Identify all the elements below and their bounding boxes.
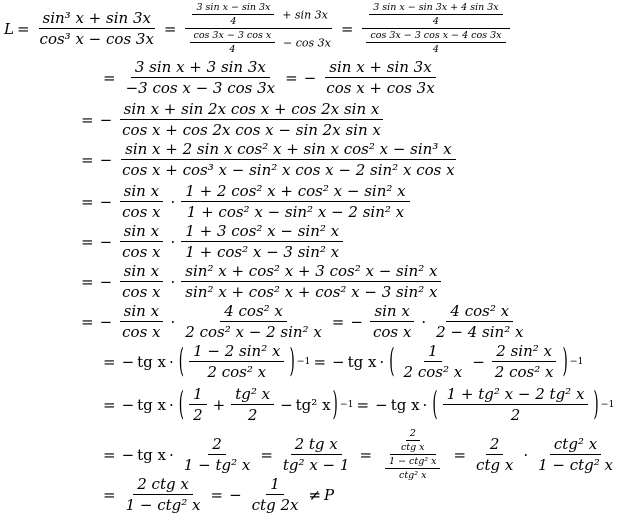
fraction-in-paren bbox=[189, 342, 284, 381]
inner-denominator: 4 bbox=[230, 16, 237, 27]
denominator: 2 cos² x bbox=[403, 363, 463, 381]
fraction-one-half bbox=[189, 385, 207, 424]
numerator: 4 cos² x bbox=[220, 302, 287, 322]
denominator: 2 bbox=[193, 406, 203, 424]
dot-operator: · bbox=[169, 395, 174, 414]
equals-sign: = bbox=[103, 395, 116, 414]
denominator: cos x bbox=[122, 243, 161, 261]
fraction-main bbox=[181, 222, 343, 261]
numerator: ctg² x bbox=[550, 435, 601, 455]
equals-sign-2: = bbox=[285, 68, 298, 87]
plus-sign: + bbox=[212, 395, 226, 414]
exponent: −1 bbox=[339, 399, 354, 410]
inner-fraction-num bbox=[192, 2, 274, 27]
numerator: sin x + sin 2x cos x + cos 2x sin x bbox=[120, 100, 384, 120]
equals-sign-2: = bbox=[331, 312, 345, 331]
tangent-term-2: tg x bbox=[390, 395, 420, 414]
minus-sign: − bbox=[121, 352, 135, 371]
inner-numerator: 3 sin x − sin 3x bbox=[192, 2, 274, 15]
fraction-a bbox=[400, 342, 467, 381]
numerator: 2 bbox=[208, 435, 226, 455]
fraction-big bbox=[443, 385, 589, 424]
fraction-main bbox=[181, 302, 326, 341]
inner-numerator: 1 − ctg² x bbox=[385, 456, 440, 469]
equation-line-10 bbox=[100, 385, 640, 424]
right-paren: ) bbox=[289, 342, 295, 381]
fraction-ctg2-over-1-minus-ctg2 bbox=[534, 435, 617, 474]
numerator: 1 − 2 sin² x bbox=[189, 342, 284, 362]
equals-sign: = bbox=[81, 150, 94, 169]
tangent-term-2: tg x bbox=[347, 352, 377, 371]
denominator: 1 − ctg² x bbox=[538, 456, 614, 474]
variable-L: L bbox=[4, 19, 14, 38]
numerator: 1 + 2 cos² x + cos² x − sin² x bbox=[181, 182, 409, 202]
fraction bbox=[118, 140, 458, 179]
numerator: tg² x bbox=[231, 385, 274, 405]
equals-sign: = bbox=[81, 312, 94, 331]
minus-sign: − bbox=[99, 232, 113, 251]
equals-sign-2: = bbox=[163, 19, 177, 38]
inner-fraction-den bbox=[190, 30, 276, 55]
exponent: −1 bbox=[296, 356, 311, 367]
inner-denominator: ctg x bbox=[400, 442, 425, 453]
numerator: 4 cos² x bbox=[446, 302, 513, 322]
fraction-2-over-ctg bbox=[472, 435, 517, 474]
numerator: 1 bbox=[424, 342, 442, 362]
numerator: 2 tg x bbox=[291, 435, 342, 455]
minus-sign: − bbox=[121, 445, 135, 464]
numerator: 3 sin x + 3 sin 3x bbox=[131, 58, 270, 78]
inner-denominator: 4 bbox=[432, 44, 439, 55]
numerator-tail: + sin 3x bbox=[282, 8, 328, 22]
tangent-term: tg x bbox=[137, 395, 167, 414]
equation-line-8 bbox=[78, 302, 640, 341]
inner-fraction-num bbox=[397, 428, 429, 453]
inner-numerator: cos 3x − 3 cos x − 4 cos 3x bbox=[366, 30, 505, 43]
numerator: sin x + sin 3x bbox=[325, 58, 435, 78]
nested-fraction-2 bbox=[359, 2, 512, 55]
denominator: 1 − ctg² x bbox=[125, 496, 201, 514]
numerator bbox=[390, 428, 436, 455]
numerator: sin x bbox=[120, 302, 163, 322]
numerator: sin x bbox=[370, 302, 413, 322]
numerator: 1 + tg² x − 2 tg² x bbox=[443, 385, 589, 405]
numerator: 2 bbox=[486, 435, 504, 455]
fraction-2ctg-over-1-minus-ctg2 bbox=[122, 475, 205, 514]
numerator: 1 + 3 cos² x − sin² x bbox=[181, 222, 343, 242]
not-equal-sign: ≠ bbox=[308, 485, 322, 504]
dot-operator: · bbox=[170, 232, 176, 251]
fraction-main bbox=[181, 262, 441, 301]
minus-sign: − bbox=[99, 192, 113, 211]
denominator: 2 cos² x bbox=[494, 363, 554, 381]
dot-operator-2: · bbox=[422, 395, 428, 414]
fraction-sin-over-cos bbox=[118, 182, 164, 221]
tg-squared-term: tg² x bbox=[295, 395, 331, 414]
fraction-main bbox=[181, 182, 409, 221]
dot-operator: · bbox=[170, 272, 176, 291]
nested-fraction-1 bbox=[183, 2, 335, 55]
nested-fraction-ctg bbox=[378, 428, 447, 481]
fraction-sin-over-cos-2 bbox=[369, 302, 415, 341]
dot-operator: · bbox=[169, 445, 174, 464]
minus-sign-2: − bbox=[350, 312, 363, 331]
denominator: cos³ x − cos 3x bbox=[39, 30, 154, 48]
fraction-sin-over-cos bbox=[118, 262, 164, 301]
denominator: ctg x bbox=[476, 456, 514, 474]
dot-operator: · bbox=[170, 312, 176, 331]
equals-sign: = bbox=[81, 272, 94, 291]
denominator: cos x + cos 2x cos x − sin 2x sin x bbox=[122, 121, 381, 139]
denominator: 2 cos² x bbox=[207, 363, 267, 381]
dot-operator-2: · bbox=[523, 445, 529, 464]
equals-sign-3: = bbox=[359, 445, 373, 464]
inner-denominator: ctg² x bbox=[399, 470, 427, 481]
minus-sign-2: − bbox=[280, 395, 293, 414]
inner-numerator: cos 3x − 3 cos x bbox=[190, 30, 276, 43]
numerator: sin² x + cos² x + 3 cos² x − sin² x bbox=[181, 262, 441, 282]
equation-line-7 bbox=[78, 262, 640, 301]
denominator: tg² x − 1 bbox=[282, 456, 350, 474]
denominator: 1 + cos² x − sin² x − 2 sin² x bbox=[186, 203, 405, 221]
inner-numerator: 2 bbox=[406, 428, 420, 441]
equation-line-5 bbox=[78, 182, 640, 221]
numerator: 2 sin² x bbox=[492, 342, 556, 362]
fraction-sin3-plus-sin3x bbox=[36, 9, 158, 48]
equation-line-6 bbox=[78, 222, 640, 261]
denominator: 2 cos² x − 2 sin² x bbox=[185, 323, 322, 341]
denominator: 1 + cos² x − 3 sin² x bbox=[185, 243, 340, 261]
inner-denominator: 4 bbox=[229, 44, 236, 55]
left-paren: ( bbox=[178, 385, 185, 424]
fraction-left bbox=[122, 58, 280, 97]
left-paren-2: ( bbox=[432, 385, 438, 424]
fraction-2tg-over-tg2-minus-1 bbox=[279, 435, 354, 474]
minus-sign: − bbox=[99, 312, 113, 331]
equals-sign-2: = bbox=[260, 445, 273, 464]
equals-sign: = bbox=[103, 485, 116, 504]
inner-fraction-den bbox=[366, 30, 505, 55]
minus-sign-3: − bbox=[375, 395, 388, 414]
exponent-2: −1 bbox=[569, 356, 584, 367]
dot-operator: · bbox=[169, 352, 174, 371]
equals-sign-4: = bbox=[453, 445, 467, 464]
denominator: ctg 2x bbox=[251, 496, 299, 514]
minus-sign-2: − bbox=[332, 352, 345, 371]
denominator: cos x bbox=[122, 283, 161, 301]
equation-line-9 bbox=[100, 342, 640, 381]
denominator: −3 cos x − 3 cos 3x bbox=[125, 79, 276, 97]
tangent-term: tg x bbox=[137, 445, 167, 464]
inner-numerator: 3 sin x − sin 3x + 4 sin 3x bbox=[369, 2, 502, 15]
tangent-term: tg x bbox=[137, 352, 167, 371]
equals-sign: = bbox=[81, 232, 94, 251]
fraction-right bbox=[322, 58, 438, 97]
right-paren-2: ) bbox=[593, 385, 599, 424]
equals-sign: = bbox=[81, 110, 94, 129]
minus-sign: − bbox=[229, 485, 242, 504]
denominator: 2 bbox=[247, 406, 258, 424]
equals-sign: = bbox=[81, 192, 94, 211]
numerator: sin x bbox=[120, 182, 163, 202]
minus-sign-3: − bbox=[472, 352, 485, 371]
equals-sign: = bbox=[16, 19, 30, 38]
right-paren-2: ) bbox=[562, 342, 568, 381]
denominator: 2 bbox=[510, 406, 521, 424]
denominator: cos x + cos 3x bbox=[326, 79, 435, 97]
equals-sign-2: = bbox=[210, 485, 224, 504]
fraction bbox=[118, 100, 385, 139]
denominator: cos x bbox=[122, 323, 161, 341]
fraction-sin-over-cos bbox=[118, 302, 164, 341]
variable-P: P bbox=[324, 485, 335, 504]
fraction-1-over-ctg2x bbox=[248, 475, 303, 514]
minus-sign: − bbox=[99, 150, 113, 169]
equation-line-12 bbox=[100, 475, 640, 514]
left-paren-2: ( bbox=[389, 342, 395, 381]
minus-sign: − bbox=[99, 272, 113, 291]
inner-denominator: 4 bbox=[432, 16, 439, 27]
minus-sign: − bbox=[121, 395, 135, 414]
denominator: cos x bbox=[122, 203, 161, 221]
numerator: 1 bbox=[266, 475, 284, 495]
fraction-tg-sq-over-2 bbox=[231, 385, 274, 424]
fraction-2-over-1-minus-tg2 bbox=[180, 435, 255, 474]
equals-sign: = bbox=[103, 445, 116, 464]
equation-line-3 bbox=[78, 100, 640, 139]
right-paren: ) bbox=[332, 385, 338, 424]
inner-fraction-num bbox=[369, 2, 502, 27]
denominator: 1 − tg² x bbox=[183, 456, 251, 474]
equals-sign-2: = bbox=[356, 395, 370, 414]
minus-sign: − bbox=[99, 110, 113, 129]
equation-line-4 bbox=[78, 140, 640, 179]
minus-sign: − bbox=[303, 68, 317, 87]
numerator: sin x bbox=[120, 262, 163, 282]
numerator: 1 bbox=[189, 385, 207, 405]
numerator: 2 ctg x bbox=[133, 475, 193, 495]
denominator-tail: − cos 3x bbox=[282, 36, 331, 50]
equation-line-2 bbox=[100, 58, 640, 97]
fraction-main-2 bbox=[432, 302, 527, 341]
exponent-2: −1 bbox=[600, 399, 615, 410]
equals-sign: = bbox=[103, 352, 116, 371]
numerator: sin x + 2 sin x cos² x + sin x cos² x − sin³ x bbox=[121, 140, 455, 160]
equals-sign-3: = bbox=[340, 19, 354, 38]
denominator: sin² x + cos² x + cos² x − 3 sin² x bbox=[185, 283, 438, 301]
denominator bbox=[183, 29, 335, 55]
denominator bbox=[359, 29, 512, 55]
left-paren: ( bbox=[178, 342, 185, 381]
dot-operator-2: · bbox=[379, 352, 385, 371]
dot-operator-2: · bbox=[421, 312, 427, 331]
numerator bbox=[185, 2, 331, 29]
equals-sign: = bbox=[103, 68, 116, 87]
dot-operator: · bbox=[170, 192, 176, 211]
denominator: cos x bbox=[372, 323, 412, 341]
equation-line-11 bbox=[100, 428, 640, 481]
denominator: 2 − 4 sin² x bbox=[436, 323, 524, 341]
numerator: sin³ x + sin 3x bbox=[39, 9, 155, 29]
fraction-sin-over-cos bbox=[118, 222, 164, 261]
numerator: sin x bbox=[120, 222, 163, 242]
numerator bbox=[362, 2, 509, 29]
fraction-b bbox=[491, 342, 558, 381]
denominator: cos x + cos³ x − sin² x cos x − 2 sin² x cos x bbox=[122, 161, 455, 179]
equation-line-1 bbox=[4, 2, 640, 55]
equals-sign-2: = bbox=[313, 352, 327, 371]
